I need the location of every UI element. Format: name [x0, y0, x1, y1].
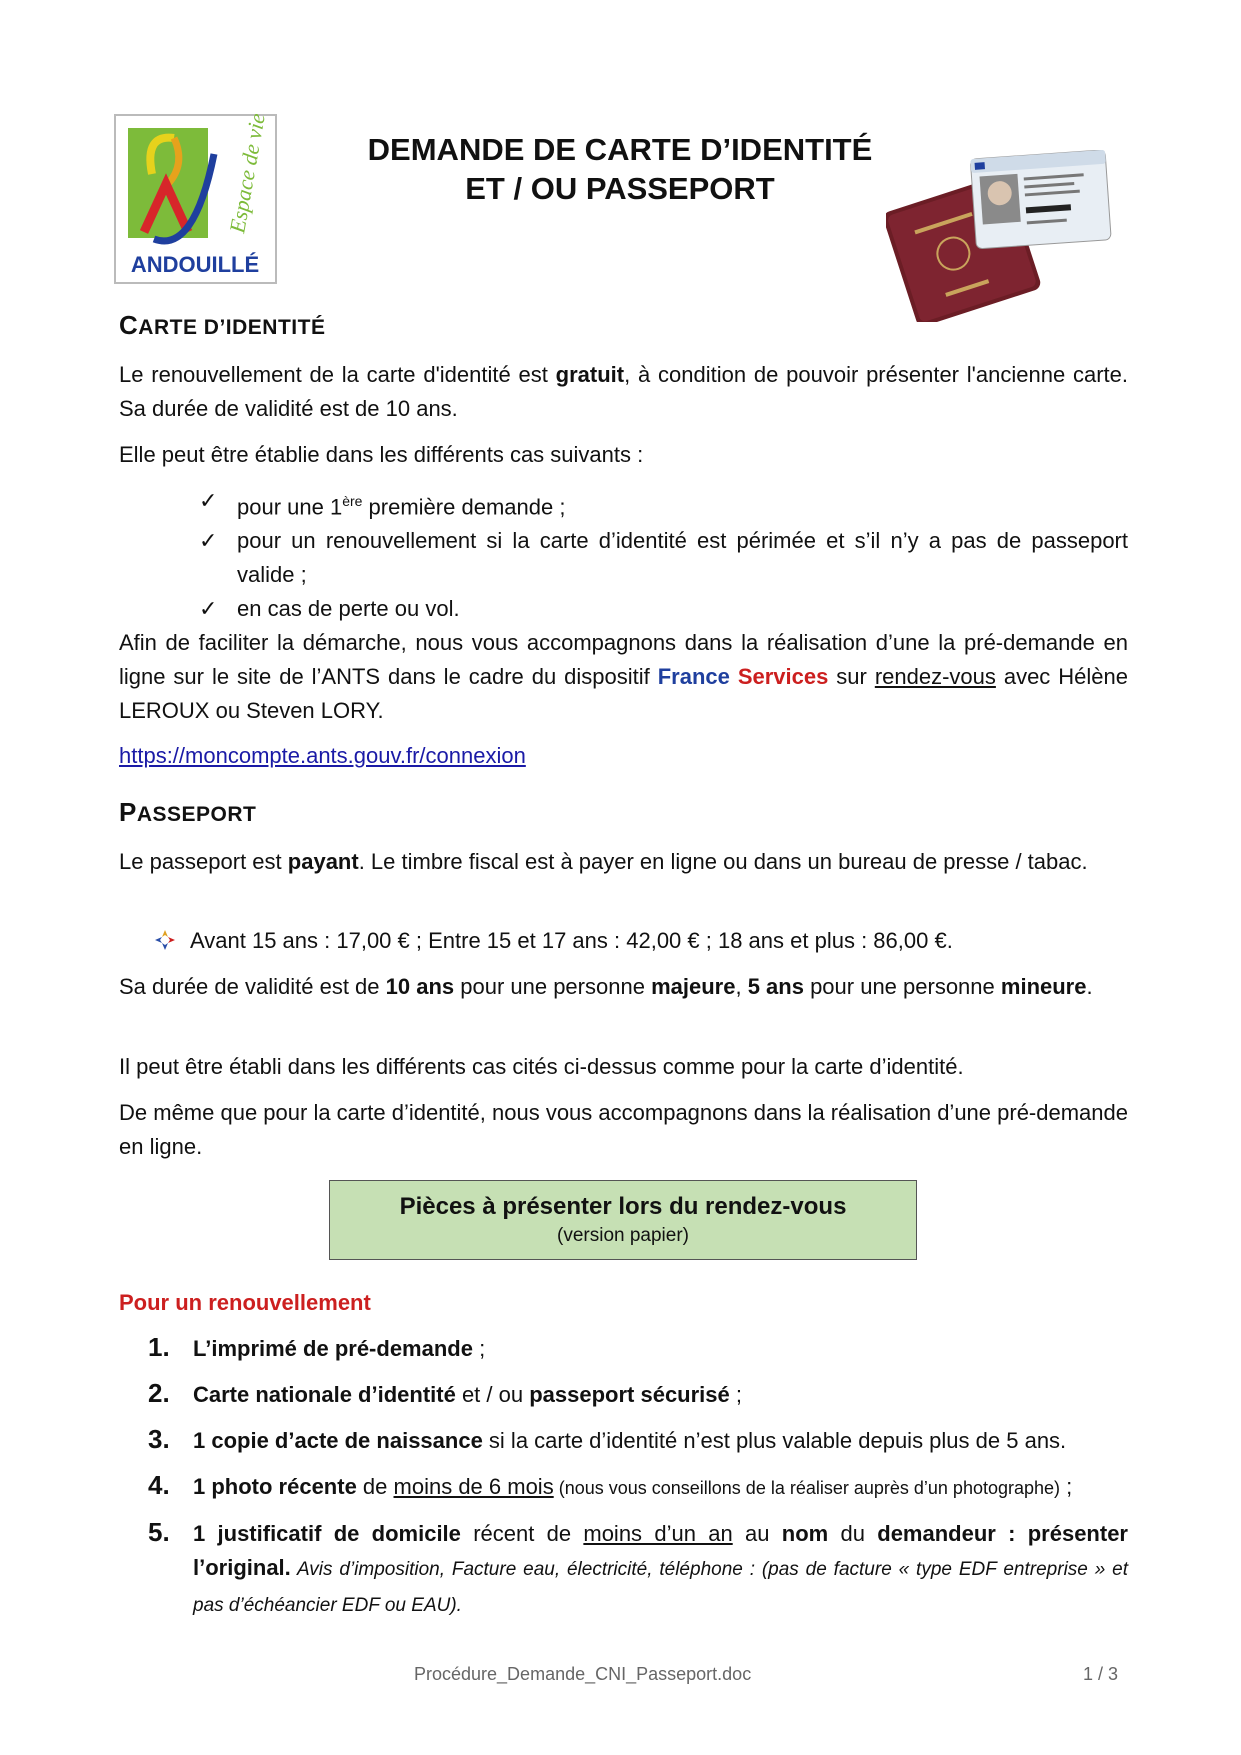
text: . — [1086, 974, 1093, 999]
title-line-2: ET / OU PASSEPORT — [465, 171, 775, 206]
item-number: 1. — [148, 1332, 170, 1362]
text: de — [356, 1474, 394, 1499]
text: Le passeport est — [119, 849, 288, 874]
text: pour une personne — [454, 974, 652, 999]
logo-tagline: Espace de vie — [224, 114, 270, 235]
passport-and-id-card-icon — [886, 150, 1118, 322]
check-icon: ✓ — [199, 488, 218, 513]
logo-name: ANDOUILLÉ — [130, 252, 260, 277]
cni-paragraph-1 — [119, 358, 1128, 426]
price-list-item — [154, 924, 953, 958]
text: au — [732, 1521, 782, 1546]
text: pour une 1 — [237, 494, 343, 520]
bold-text: passeport sécurisé — [529, 1382, 730, 1407]
bold-text: Carte nationale d’identité — [193, 1382, 456, 1407]
bold-text: 1 copie d’acte de naissance — [193, 1428, 483, 1453]
text: première demande ; — [362, 494, 566, 520]
list-item — [148, 1517, 1128, 1623]
renewal-list — [148, 1332, 1128, 1635]
heading-initial: C — [119, 310, 139, 340]
list-item — [148, 1424, 1128, 1458]
bold-text: nom — [781, 1521, 829, 1546]
text: du — [828, 1521, 878, 1546]
check-icon: ✓ — [199, 596, 218, 622]
renewal-heading: Pour un renouvellement — [119, 1290, 371, 1315]
text: ; — [729, 1382, 742, 1407]
italic-note: Avis d’imposition, Facture eau, électricité, téléphone : (pas de facture « type EDF entreprise » et pas d’échéancier EDF ou EAU). — [193, 1559, 1128, 1616]
title-line-1: DEMANDE DE CARTE D’IDENTITÉ — [367, 132, 873, 167]
bold-text: gratuit — [555, 362, 625, 387]
bold-text: 5 ans — [747, 974, 804, 999]
text: Sa durée de validité est de — [119, 974, 386, 999]
page-title — [330, 130, 910, 208]
list-item — [199, 484, 1128, 524]
text: récent de — [460, 1521, 584, 1546]
cni-case-list — [199, 484, 1128, 626]
passeport-paragraph-1 — [119, 845, 1128, 879]
item-number: 3. — [148, 1424, 170, 1454]
price-text: Avant 15 ans : 17,00 € ; Entre 15 et 17 ans : 42,00 € ; 18 ans et plus : 86,00 €. — [190, 928, 953, 953]
text: et / ou — [455, 1382, 530, 1407]
text: Le renouvellement de la carte d'identité est — [119, 362, 556, 387]
bold-text: payant — [287, 849, 359, 874]
passeport-paragraph-2 — [119, 970, 1128, 1004]
underlined-text: moins de 6 mois — [393, 1474, 554, 1499]
footer-filename: Procédure_Demande_CNI_Passeport.doc — [414, 1664, 752, 1684]
text: . Le timbre fiscal est à payer en ligne ou dans un bureau de presse / tabac. — [358, 849, 1088, 874]
superscript: ère — [342, 493, 363, 509]
text: sur — [828, 664, 875, 689]
cni-paragraph-2: Elle peut être établie dans les différents cas suivants : — [119, 442, 644, 467]
logo — [114, 114, 277, 284]
underlined-text: rendez-vous — [874, 664, 996, 689]
item-number: 4. — [148, 1470, 170, 1500]
list-item — [199, 524, 1128, 592]
bold-text: demandeur : présenter l’original. — [193, 1521, 1128, 1580]
list-item — [148, 1332, 1128, 1366]
text: si la carte d’identité n’est plus valable depuis plus de 5 ans. — [482, 1428, 1067, 1453]
bold-text: 10 ans — [385, 974, 455, 999]
underlined-text: moins d’un an — [583, 1521, 733, 1546]
cni-paragraph-3 — [119, 626, 1128, 728]
bold-text: L’imprimé de pré-demande — [193, 1336, 473, 1361]
france-label: France — [657, 664, 730, 689]
text: , — [735, 974, 748, 999]
text: , à condition de pouvoir présenter l'ancienne carte. Sa durée de validité est de 10 ans. — [119, 362, 1128, 421]
ants-link[interactable]: https://moncompte.ants.gouv.fr/connexion — [119, 743, 526, 768]
text: pour une personne — [803, 974, 1001, 999]
andouille-logo-icon — [114, 114, 277, 284]
box-subtitle: (version papier) — [557, 1225, 689, 1246]
box-title: Pièces à présenter lors du rendez-vous — [399, 1193, 847, 1220]
section-heading-passeport — [119, 797, 256, 828]
text: avec Hélène LEROUX ou Steven LORY. — [119, 664, 1128, 723]
bold-text: majeure — [651, 974, 736, 999]
list-item — [148, 1378, 1128, 1412]
text: pour un renouvellement si la carte d’identité est périmée et s’il n’y a pas de passeport valide ; — [237, 528, 1128, 588]
passport-id-image — [886, 150, 1118, 322]
text: ; — [472, 1336, 486, 1361]
footer-page-number: 1 / 3 — [1083, 1664, 1119, 1684]
bold-text: mineure — [1000, 974, 1087, 999]
passeport-paragraph-4: De même que pour la carte d’identité, nous vous accompagnons dans la réalisation d’une pré-demande en ligne. — [119, 1100, 1128, 1159]
text: ; — [1060, 1474, 1073, 1499]
passeport-paragraph-3: Il peut être établi dans les différents cas cités ci-dessus comme pour la carte d’identité. — [119, 1054, 964, 1079]
services-label: Services — [737, 664, 829, 689]
documents-box — [329, 1180, 917, 1260]
item-number: 5. — [148, 1517, 170, 1547]
bold-text: 1 photo récente — [193, 1474, 357, 1499]
item-number: 2. — [148, 1378, 170, 1408]
bold-text: 1 justificatif de domicile — [193, 1521, 461, 1546]
text: Afin de faciliter la démarche, nous vous accompagnons dans la réalisation d’une la pré-demande en ligne sur le site de l’ANTS dans le cadre du dispositif — [119, 630, 1128, 689]
four-point-arrow-icon — [154, 929, 176, 951]
heading-rest: ARTE D’IDENTITÉ — [138, 316, 326, 339]
section-heading-cni — [119, 310, 325, 341]
list-item — [199, 592, 1128, 626]
check-icon: ✓ — [199, 528, 218, 554]
heading-rest: ASSEPORT — [136, 803, 257, 826]
heading-initial: P — [119, 797, 137, 827]
list-item — [148, 1470, 1128, 1505]
note-text: (nous vous conseillons de la réaliser auprès d’un photographe) — [553, 1478, 1061, 1498]
text: en cas de perte ou vol. — [237, 596, 460, 622]
